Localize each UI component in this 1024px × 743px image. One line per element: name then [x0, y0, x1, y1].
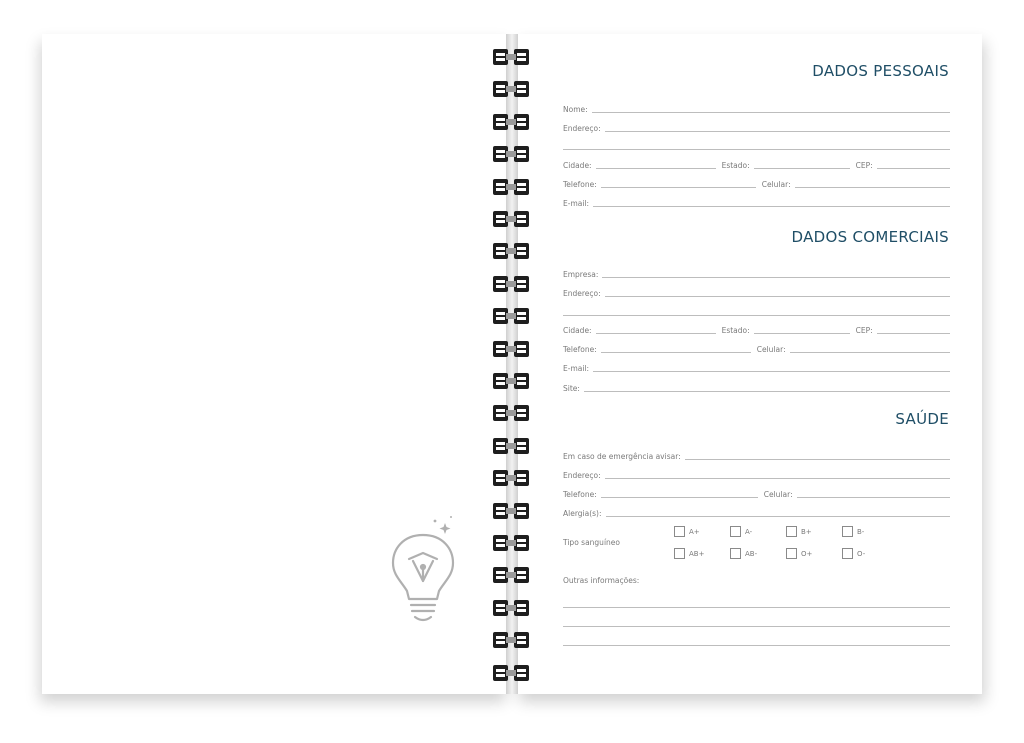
checkbox-box[interactable] [674, 526, 685, 537]
checkbox-label: O+ [801, 549, 813, 558]
checkbox-label: B- [857, 527, 865, 536]
spiral-ring-icon [492, 663, 530, 683]
field-alergias[interactable] [563, 504, 950, 518]
checkbox-b-pos[interactable] [786, 526, 812, 537]
write-line[interactable] [596, 167, 716, 169]
write-line[interactable] [790, 351, 950, 353]
lightbulb-pen-icon [385, 515, 461, 627]
spiral-ring-icon [492, 371, 530, 391]
spiral-ring-icon [492, 209, 530, 229]
spiral-ring-icon [492, 533, 530, 553]
write-line-outras[interactable] [563, 645, 950, 646]
checkbox-box[interactable] [842, 526, 853, 537]
field-label: CEP: [855, 161, 873, 170]
field-label: Celular: [761, 180, 791, 189]
spiral-ring-icon [492, 306, 530, 326]
field-cidade-estado-cep[interactable] [563, 156, 950, 170]
field-label: Telefone: [563, 180, 597, 189]
field-label: Endereço: [563, 289, 601, 298]
spiral-ring-icon [492, 274, 530, 294]
field-label: Endereço: [563, 124, 601, 133]
checkbox-box[interactable] [730, 548, 741, 559]
write-line[interactable] [601, 351, 751, 353]
field-label: Celular: [756, 345, 786, 354]
write-line-outras[interactable] [563, 607, 950, 608]
field-endereco-comercial[interactable] [563, 284, 950, 298]
field-label: Cidade: [563, 326, 592, 335]
field-label: Estado: [721, 161, 750, 170]
field-label: E-mail: [563, 364, 590, 373]
field-label: Empresa: [563, 270, 599, 279]
section-title-dados-pessoais: DADOS PESSOAIS [812, 62, 949, 80]
checkbox-ab-neg[interactable] [730, 548, 757, 559]
field-label: Cidade: [563, 161, 592, 170]
checkbox-a-neg[interactable] [730, 526, 752, 537]
field-label: Alergia(s): [563, 509, 602, 518]
write-line[interactable] [605, 477, 950, 479]
blood-type-label: Tipo sanguíneo [563, 538, 620, 547]
checkbox-box[interactable] [674, 548, 685, 559]
checkbox-ab-pos[interactable] [674, 548, 704, 559]
field-label: Telefone: [563, 490, 597, 499]
write-line[interactable] [754, 167, 850, 169]
spiral-ring-icon [492, 177, 530, 197]
spiral-ring-icon [492, 112, 530, 132]
field-telefone-celular[interactable] [563, 175, 950, 189]
section-title-dados-comerciais: DADOS COMERCIAIS [791, 228, 949, 246]
spiral-ring-icon [492, 403, 530, 423]
field-label: Telefone: [563, 345, 597, 354]
spiral-spine [506, 34, 518, 694]
spiral-ring-icon [492, 144, 530, 164]
field-cidade-estado-cep-comercial[interactable] [563, 321, 950, 335]
checkbox-box[interactable] [730, 526, 741, 537]
field-label: Site: [563, 384, 580, 393]
checkbox-label: AB- [745, 549, 758, 558]
checkbox-label: B+ [801, 527, 812, 536]
write-line[interactable] [601, 186, 756, 188]
spiral-ring-icon [492, 339, 530, 359]
field-empresa[interactable] [563, 265, 950, 279]
field-endereco-saude[interactable] [563, 466, 950, 480]
field-label: E-mail: [563, 199, 590, 208]
checkbox-o-neg[interactable] [842, 548, 865, 559]
field-label: Estado: [721, 326, 750, 335]
field-email-comercial[interactable] [563, 359, 950, 373]
write-line-outras[interactable] [563, 626, 950, 627]
spiral-ring-icon [492, 630, 530, 650]
write-line[interactable] [685, 458, 950, 460]
spiral-ring-icon [492, 79, 530, 99]
write-line[interactable] [584, 390, 950, 392]
field-site[interactable] [563, 379, 950, 393]
field-email[interactable] [563, 194, 950, 208]
field-emergencia[interactable] [563, 447, 950, 461]
spiral-ring-icon [492, 565, 530, 585]
write-line-extra[interactable] [563, 315, 950, 316]
checkbox-a-pos[interactable] [674, 526, 700, 537]
write-line[interactable] [596, 332, 716, 334]
spiral-ring-icon [492, 501, 530, 521]
checkbox-label: A+ [689, 527, 700, 536]
checkbox-box[interactable] [842, 548, 853, 559]
checkbox-b-neg[interactable] [842, 526, 864, 537]
write-line[interactable] [601, 496, 758, 498]
checkbox-box[interactable] [786, 548, 797, 559]
write-line[interactable] [797, 496, 950, 498]
write-line[interactable] [602, 276, 950, 278]
checkbox-o-pos[interactable] [786, 548, 812, 559]
spiral-ring-icon [492, 47, 530, 67]
field-label: Nome: [563, 105, 588, 114]
field-nome[interactable] [563, 100, 950, 114]
checkbox-label: A- [745, 527, 753, 536]
write-line[interactable] [795, 186, 950, 188]
write-line[interactable] [592, 111, 950, 113]
field-endereco[interactable] [563, 119, 950, 133]
write-line[interactable] [593, 205, 950, 207]
spiral-ring-icon [492, 468, 530, 488]
write-line[interactable] [606, 515, 950, 517]
field-label: Em caso de emergência avisar: [563, 452, 681, 461]
field-label: Celular: [763, 490, 793, 499]
spiral-ring-icon [492, 436, 530, 456]
checkbox-box[interactable] [786, 526, 797, 537]
checkbox-label: O- [857, 549, 866, 558]
write-line[interactable] [605, 295, 950, 297]
write-line-extra[interactable] [563, 149, 950, 150]
spiral-ring-icon [492, 598, 530, 618]
section-title-saude: SAÚDE [895, 410, 949, 428]
field-telefone-celular-saude[interactable] [563, 485, 950, 499]
write-line[interactable] [593, 370, 950, 372]
field-label: Endereço: [563, 471, 601, 480]
field-label: CEP: [855, 326, 873, 335]
write-line[interactable] [605, 130, 950, 132]
write-line[interactable] [877, 332, 950, 334]
field-telefone-celular-comercial[interactable] [563, 340, 950, 354]
write-line[interactable] [877, 167, 950, 169]
checkbox-label: AB+ [689, 549, 705, 558]
write-line[interactable] [754, 332, 850, 334]
outras-informacoes-label: Outras informações: [563, 576, 640, 585]
spiral-ring-icon [492, 241, 530, 261]
